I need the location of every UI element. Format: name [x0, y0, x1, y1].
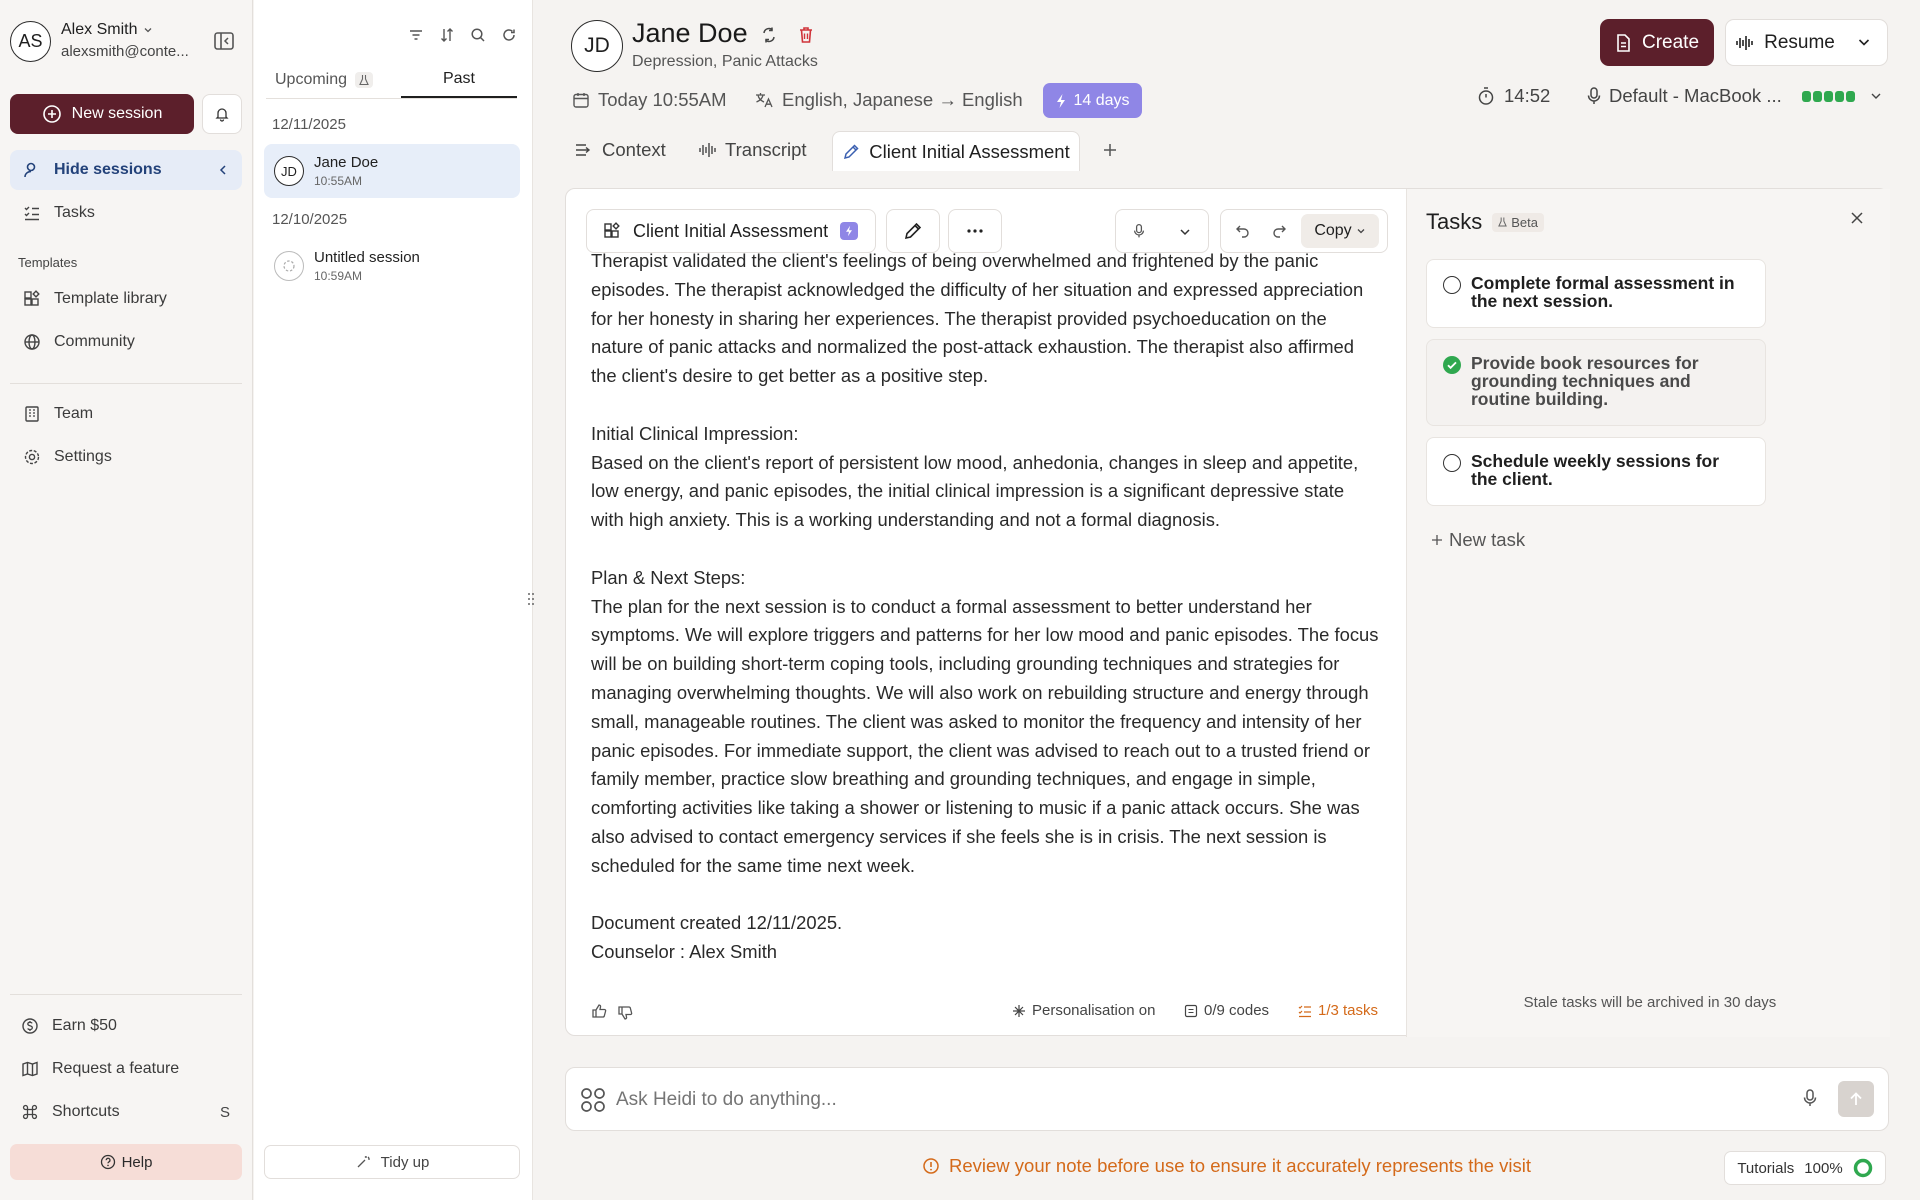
- tidy-up-button[interactable]: [264, 1145, 520, 1179]
- sidebar-item-label: Request a feature: [52, 1060, 180, 1077]
- note-content: [591, 247, 1381, 967]
- days-remaining-badge[interactable]: [1043, 83, 1142, 118]
- session-date-label: Today 10:55AM: [598, 89, 727, 110]
- session-time: 10:59AM: [314, 269, 363, 283]
- chevron-down-icon: [143, 25, 153, 35]
- codes-button[interactable]: [1184, 1002, 1269, 1019]
- resume-button[interactable]: [1726, 20, 1844, 65]
- create-label: Create: [1641, 31, 1700, 53]
- sidebar-item-label: Shortcuts: [52, 1103, 120, 1120]
- copy-label: Copy: [1314, 222, 1352, 239]
- microphone-selector[interactable]: [1587, 85, 1883, 107]
- note-body[interactable]: [591, 250, 1381, 963]
- personalisation-label: Personalisation on: [1032, 1002, 1156, 1019]
- tab-label: Past: [442, 70, 475, 87]
- patient-conditions: Depression, Panic Attacks: [632, 53, 818, 70]
- task-text: Provide book resources for grounding techniques and routine building.: [1471, 353, 1699, 409]
- help-circle-icon: [100, 1154, 116, 1170]
- tab-transcript[interactable]: [698, 139, 807, 161]
- account-switcher[interactable]: [61, 21, 153, 39]
- help-label: Help: [121, 1153, 153, 1171]
- list-checks-icon: [22, 203, 42, 223]
- sidebar-item-template-library[interactable]: [10, 279, 242, 319]
- tidy-up-label: Tidy up: [380, 1153, 430, 1171]
- divider: [10, 383, 242, 384]
- checkbox-empty-icon[interactable]: [1443, 454, 1461, 472]
- audio-level-icon: [1802, 91, 1855, 102]
- templates-heading: Templates: [18, 255, 78, 270]
- sidebar-item-label: Team: [54, 405, 94, 422]
- calendar-icon: [572, 91, 590, 109]
- undo-icon[interactable]: [1235, 224, 1251, 238]
- tutorials-label: Tutorials: [1737, 1159, 1795, 1177]
- sidebar-item-team[interactable]: [10, 394, 242, 434]
- sidebar-item-label: Settings: [54, 448, 112, 465]
- template-icon: [22, 289, 42, 309]
- tab-label: Transcript: [725, 139, 807, 160]
- translate-icon: [754, 91, 774, 109]
- ai-sparkle-icon: [840, 222, 858, 240]
- tasks-header: [1426, 209, 1544, 235]
- create-button[interactable]: [1600, 19, 1714, 66]
- sidebar: [0, 0, 253, 1200]
- switch-patient-icon[interactable]: [759, 25, 779, 45]
- checkbox-empty-icon[interactable]: [1443, 276, 1461, 294]
- days-label: 14 days: [1073, 91, 1130, 109]
- chevron-left-icon: [218, 164, 228, 176]
- date-group-heading: 12/11/2025: [272, 116, 346, 133]
- language-label: English, Japanese → English: [782, 89, 1023, 110]
- tutorials-progress: 100%: [1804, 1159, 1843, 1177]
- search-icon[interactable]: [469, 26, 487, 44]
- microphone-label: Default - MacBook ...: [1609, 85, 1782, 106]
- divider: [266, 98, 517, 99]
- sidebar-item-tasks[interactable]: [10, 193, 242, 233]
- tab-client-initial-assessment[interactable]: [832, 131, 1080, 171]
- more-horizontal-icon: [967, 229, 983, 233]
- sessions-toolbar: [407, 26, 518, 44]
- sidebar-item-community[interactable]: [10, 322, 242, 362]
- beta-label: Beta: [1511, 214, 1538, 230]
- tab-past[interactable]: [401, 62, 517, 98]
- drag-handle-icon[interactable]: [527, 592, 535, 606]
- sidebar-item-earn[interactable]: [8, 1006, 240, 1046]
- patient-initials: JD: [571, 20, 623, 72]
- note-paragraph: Document created 12/11/2025. Counselor : Alex Smith: [591, 912, 843, 963]
- context-icon: [575, 143, 593, 157]
- refresh-icon[interactable]: [500, 26, 518, 44]
- review-warning: [922, 1155, 1531, 1177]
- template-label: Client Initial Assessment: [633, 220, 829, 241]
- template-icon: [603, 222, 621, 240]
- flask-icon: [355, 72, 373, 88]
- tab-context[interactable]: [575, 139, 666, 161]
- bell-icon: [214, 106, 230, 122]
- redo-icon[interactable]: [1271, 224, 1287, 238]
- add-tab-icon[interactable]: [1101, 141, 1119, 159]
- beta-badge: [1492, 213, 1544, 232]
- session-name: Untitled session: [314, 249, 420, 266]
- send-button[interactable]: [1838, 1081, 1874, 1117]
- check-circle-icon[interactable]: [1443, 356, 1461, 374]
- user-email: alexsmith@conte...: [61, 43, 189, 60]
- chevron-down-icon: [1356, 226, 1366, 236]
- language-selector[interactable]: [754, 89, 1023, 111]
- filter-icon[interactable]: [407, 26, 425, 44]
- task-text: Complete formal assessment in the next session.: [1471, 273, 1735, 311]
- plus-circle-icon: [42, 104, 62, 124]
- sidebar-item-request-feature[interactable]: [8, 1049, 240, 1089]
- timer-value: 14:52: [1504, 85, 1551, 106]
- tab-label: Upcoming: [274, 71, 348, 88]
- tutorials-button[interactable]: [1724, 1151, 1886, 1185]
- microphone-icon[interactable]: [1803, 1088, 1817, 1108]
- alert-circle-icon: [922, 1157, 940, 1175]
- resume-split-button: [1725, 19, 1888, 66]
- task-item[interactable]: [1426, 259, 1766, 328]
- session-item-jane-doe[interactable]: [264, 144, 520, 198]
- note-paragraph: Therapist validated the client's feelings of being overwhelmed and frightened by the panic episodes. The therapist acknowledged the difficulty of her situation and expressed appreciation for her honesty in sharing her experiences. The therapist provided psychoeducation on the nature of panic attacks and normalized the post-attack exhaustion. The therapist also affirmed the client's desire to get better as a positive step.: [591, 250, 1369, 387]
- new-session-button[interactable]: [10, 94, 194, 134]
- lightning-icon: [1055, 93, 1067, 109]
- personalisation-toggle[interactable]: [1012, 1002, 1155, 1019]
- thumbs-down-icon[interactable]: [617, 1005, 633, 1021]
- copy-button[interactable]: [1301, 214, 1379, 248]
- shortcut-key: S: [219, 1103, 230, 1121]
- tasks-title: Tasks: [1426, 209, 1483, 234]
- tasks-count-button[interactable]: [1298, 1002, 1378, 1019]
- tasks-count-label: 1/3 tasks: [1318, 1002, 1379, 1019]
- hide-sessions-label: Hide sessions: [54, 161, 162, 178]
- tab-label: Context: [602, 139, 666, 160]
- resume-label: Resume: [1764, 31, 1835, 53]
- task-text: Schedule weekly sessions for the client.: [1471, 451, 1720, 489]
- sidebar-item-label: Earn $50: [52, 1017, 117, 1034]
- help-button[interactable]: [10, 1144, 242, 1180]
- sidebar-item-settings[interactable]: [10, 437, 242, 477]
- ask-input[interactable]: [616, 1084, 1816, 1116]
- pencil-icon: [903, 221, 923, 241]
- task-item[interactable]: [1426, 339, 1766, 426]
- arrow-up-icon: [1849, 1091, 1863, 1107]
- session-date[interactable]: [572, 89, 727, 111]
- session-avatar: JD: [274, 156, 304, 186]
- sort-icon[interactable]: [438, 26, 456, 44]
- command-icon: [20, 1102, 40, 1122]
- waveform-icon: [698, 142, 716, 158]
- task-item[interactable]: [1426, 437, 1766, 506]
- sidebar-item-shortcuts[interactable]: [8, 1092, 240, 1132]
- chevron-down-icon[interactable]: [1178, 225, 1192, 239]
- session-placeholder-icon: [274, 251, 304, 281]
- list-checks-icon: [1298, 1004, 1312, 1018]
- session-time: 10:55AM: [314, 174, 363, 188]
- hide-sessions-toggle[interactable]: [10, 150, 242, 190]
- globe-icon: [22, 332, 42, 352]
- ask-bar: [565, 1067, 1889, 1131]
- magic-wand-icon: [355, 1154, 371, 1170]
- sidebar-item-label: Community: [54, 333, 135, 350]
- new-task-button[interactable]: [1431, 529, 1525, 551]
- waveform-icon: [1735, 34, 1755, 52]
- flask-icon: [1498, 216, 1507, 228]
- assistant-logo-icon: [580, 1087, 606, 1113]
- pencil-icon: [842, 143, 860, 161]
- session-item-untitled[interactable]: [264, 239, 520, 293]
- session-name: Jane Doe: [314, 154, 379, 171]
- sessions-panel: [254, 0, 533, 1200]
- plus-icon: [1431, 534, 1443, 546]
- sparkle-icon: [1012, 1004, 1026, 1018]
- chevron-down-icon: [1869, 89, 1883, 103]
- gear-icon: [22, 447, 42, 467]
- note-paragraph: Initial Clinical Impression: Based on the client's report of persistent low mood, anhedonia, changes in sleep and appetite, low energy, and panic episodes, the initial clinical impression is a significant depressive state with high anxiety. This is a working understanding and not a formal diagnosis.: [591, 422, 1359, 531]
- collapse-sidebar-icon[interactable]: [213, 30, 235, 52]
- notifications-button[interactable]: [202, 94, 242, 134]
- document-icon: [1615, 33, 1632, 53]
- microphone-icon: [1587, 86, 1601, 106]
- close-icon[interactable]: [1849, 210, 1865, 226]
- stale-tasks-note: Stale tasks will be archived in 30 days: [1523, 994, 1777, 1011]
- tab-upcoming[interactable]: [266, 62, 382, 98]
- dollar-circle-icon: [20, 1016, 40, 1036]
- new-task-label: New task: [1449, 529, 1526, 550]
- map-icon: [20, 1059, 40, 1079]
- thumbs-up-icon[interactable]: [591, 1003, 607, 1019]
- patient-avatar[interactable]: [571, 20, 623, 72]
- trash-icon[interactable]: [797, 25, 815, 45]
- session-timer: [1477, 85, 1550, 107]
- progress-ring-icon: [1853, 1158, 1873, 1178]
- tab-label: Client Initial Assessment: [869, 140, 1070, 162]
- new-session-label: New session: [71, 105, 163, 122]
- note-paragraph: Plan & Next Steps: The plan for the next session is to conduct a formal assessment to better understand her symptoms. We will explore triggers and patterns for her low mood and panic episodes. The focus will be on building short-term coping tools, including grounding techniques and strategies for managing overwhelming thoughts. We will also work on rebuilding structure and energy through small, manageable routines. The client was asked to monitor the frequency and intensity of her panic episodes. For immediate support, the client was advised to reach out to a trusted friend or family member, practice slow breathing and grounding techniques, and engage in simple, comforting activities like taking a shower or listening to music if a panic attack occurs. She was also advised to contact emergency services if she feels she is in crisis. The next session is scheduled for the same time next week.: [591, 566, 1379, 876]
- user-avatar[interactable]: AS: [10, 21, 51, 62]
- sidebar-item-label: Template library: [54, 290, 167, 307]
- warning-text: Review your note before use to ensure it accurately represents the visit: [949, 1155, 1532, 1176]
- building-icon: [22, 404, 42, 424]
- user-icon: [22, 160, 42, 180]
- date-group-heading: 12/10/2025: [272, 211, 348, 228]
- stopwatch-icon: [1477, 86, 1495, 106]
- codes-label: 0/9 codes: [1204, 1002, 1270, 1019]
- user-name: Alex Smith: [61, 21, 138, 38]
- microphone-icon[interactable]: [1133, 223, 1145, 239]
- code-box-icon: [1184, 1004, 1198, 1018]
- chevron-down-icon[interactable]: [1856, 34, 1872, 50]
- sidebar-item-label: Tasks: [54, 204, 95, 221]
- divider: [10, 994, 242, 995]
- patient-name[interactable]: Jane Doe: [632, 18, 748, 48]
